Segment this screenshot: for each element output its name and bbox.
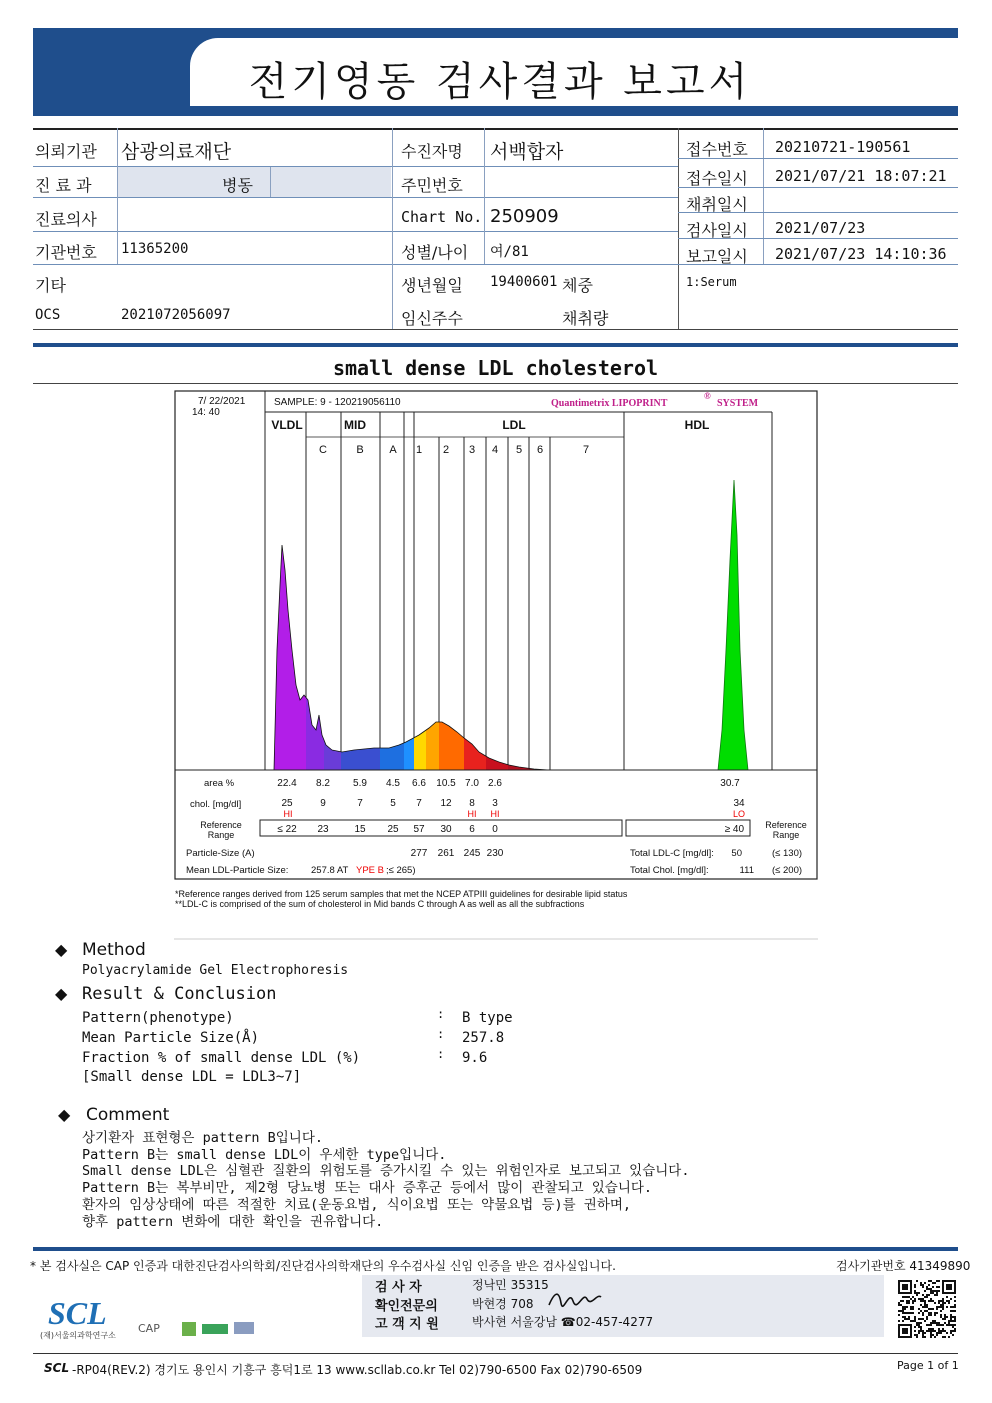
particle-value: 261 [437,848,455,859]
label-volume: 채취량 [562,309,609,328]
group-label-vldl: VLDL [271,418,303,432]
method-text: Polyacrylamide Gel Electrophoresis [82,963,349,978]
org-number: 검사기관번호 41349890 [836,1259,971,1273]
label-org-code: 기관번호 [35,243,97,262]
page-number: Page 1 of 1 [897,1359,959,1372]
scl-logo: SCL [48,1295,107,1331]
total-chol-ref: (≤ 200) [772,865,803,876]
ref-value: ≤ 22 [277,824,297,835]
label-specialist: 확인전문의 [375,1299,438,1314]
chol-value: 7 [357,798,363,809]
comment-line: Pattern B는 small dense LDL이 우세한 type입니다. [82,1146,447,1163]
label-patient: 수진자명 [401,142,463,161]
area-label: area % [204,778,235,789]
cert-note: * 본 검사실은 CAP 인증과 대한진단검사의학회/진단검사의학재단의 우수검사실 신임 인증을 받은 검사실입니다. [30,1259,616,1273]
chart-note-2: **LDL-C is comprised of the sum of cholesterol in Mid bands C through A as well as all the subfractions [175,899,585,909]
section-title: small dense LDL cholesterol [332,356,659,380]
comment-bullet: ◆ [58,1105,71,1124]
label-report-date: 보고일시 [686,247,748,266]
chol-value: 7 [416,798,422,809]
band-label-5: 5 [515,444,523,456]
label-test-date: 검사일시 [686,221,748,240]
ref-label-2: Range [207,830,235,840]
comment-line: Pattern B는 복부비만, 제2형 당뇨병 또는 대사 증후군 등에서 많이 관찰되고 있습니다. [82,1180,653,1197]
chart-note-1: *Reference ranges derived from 125 serum samples that met the NCEP ATPIII guidelines for desirable lipid status [175,889,628,899]
ref-value: 15 [354,824,366,835]
label-tester: 검 사 자 [375,1280,422,1295]
result-label: Pattern(phenotype) [82,1010,234,1026]
tester: 정낙민 35315 [472,1278,549,1292]
result-colon: : [437,1047,445,1061]
hdl-ref: ≥ 40 [724,824,744,835]
chol-value: 5 [390,798,396,809]
chart-date: 7/ 22/2021 [198,396,246,407]
particle-label: Particle-Size (A) [186,848,255,859]
total-chol-label: Total Chol. [mg/dl]: [630,865,709,876]
contact: 박사현 서울강남 ☎02-457-4277 [472,1315,654,1329]
birth-date: 19400601 [490,274,558,290]
mean-suffix: ;≤ 265) [386,865,416,876]
result-bullet: ◆ [55,984,68,1003]
result-value: 257.8 [462,1030,505,1046]
result-value: B type [462,1010,513,1026]
label-rrn: 주민번호 [401,176,463,195]
label-chart-no: Chart No. [401,208,483,226]
label-pregnancy: 임신주수 [401,309,463,328]
total-ldl-label: Total LDL-C [mg/dl]: [630,848,714,859]
total-ldl-ref: (≤ 130) [772,848,803,859]
band-label-C: C [319,444,327,456]
lipoprint-chart [174,390,818,940]
total-ldl: 50 [731,848,742,859]
result-title: Result & Conclusion [82,984,277,1004]
specimen: 1:Serum [686,275,737,289]
address: -RP04(REV.2) 경기도 용인시 기흥구 흥덕1로 13 www.scllab.co.kr Tel 02)790-6500 Fax 02)790-6509 [72,1363,643,1377]
ref-value: 25 [387,824,399,835]
label-collect-time: 채취일시 [686,195,748,214]
group-label-hdl: HDL [684,418,710,432]
area-value: 2.6 [488,778,502,789]
group-label-ldl: LDL [502,418,526,432]
label-ocs: OCS [35,307,61,323]
label-receipt-time: 접수일시 [686,169,748,188]
ema-logo-icon [202,1324,228,1334]
section-underline [33,383,958,384]
label-ward: 병동 [222,176,253,195]
cap-logo: CAP [138,1322,160,1335]
hdl-chol: 34 [733,798,745,809]
result-value: 9.6 [462,1050,488,1066]
label-dept: 진 료 과 [35,176,92,195]
flag-hdl: LO [732,809,746,819]
ref-label-r2: Range [772,830,800,840]
signature-icon [545,1285,605,1313]
area-value: 10.5 [436,778,456,789]
hdl-area: 30.7 [720,778,740,789]
footer-divider [33,1247,958,1251]
report-date: 2021/07/23 14:10:36 [775,245,947,263]
specialist: 박현경 708 [472,1297,534,1311]
method-bullet: ◆ [55,940,68,959]
flag-ldl4: HI [490,809,500,819]
comment-line: Small dense LDL은 심혈관 질환의 위험도를 증가시킬 수 있는 위험인자로 보고되고 있습니다. [82,1163,690,1180]
ref-value: 0 [492,824,498,835]
label-weight: 체중 [562,276,593,295]
area-value: 5.9 [353,778,367,789]
band-label-6: 6 [536,444,544,456]
footer-bottom-line [33,1353,958,1354]
label-contact: 고 객 지 원 [375,1317,439,1332]
result-label: Mean Particle Size(Å) [82,1030,260,1046]
result-note: [Small dense LDL = LDL3~7] [82,1069,302,1085]
band-label-4: 4 [491,444,499,456]
qr-code-icon [898,1280,956,1338]
test-date: 2021/07/23 [775,219,866,237]
group-label-mid: MID [344,418,366,432]
chart-brand-suffix: SYSTEM [717,398,759,409]
chol-value: 12 [440,798,452,809]
band-label-A: A [389,444,397,456]
mean-type: YPE B [356,865,384,876]
flag-ldl3: HI [467,809,477,819]
result-label: Fraction % of small dense LDL (%) [82,1050,361,1066]
chart-sample: SAMPLE: 9 - 120219056110 [274,397,401,408]
chart-time: 14: 40 [192,407,220,418]
comment-line: 환자의 임상상태에 따른 적절한 치료(운동요법, 식이요법 또는 약물요법 등)를 권하며, [82,1196,632,1213]
ref-value: 57 [413,824,425,835]
band-label-1: 1 [415,444,423,456]
chol-value: 8 [469,798,475,809]
receipt-no: 20210721-190561 [775,138,911,156]
label-receipt-no: 접수번호 [686,140,748,159]
page-title: 전기영동 검사결과 보고서 [248,59,752,105]
area-value: 22.4 [277,778,297,789]
result-colon: : [437,1027,445,1041]
band-label-B: B [356,444,364,456]
chart-brand: Quantimetrix LIPOPRINT [551,398,668,409]
receipt-time: 2021/07/21 18:07:21 [775,167,947,185]
chol-label: chol. [mg/dl] [190,799,242,810]
mean-label: Mean LDL-Particle Size: [186,865,289,876]
band-label-2: 2 [442,444,450,456]
particle-value: 277 [410,848,428,859]
label-request-org: 의뢰기관 [35,142,97,161]
label-doctor: 진료의사 [35,210,97,229]
chart-brand-mark: ® [704,391,711,401]
particle-value: 245 [463,848,481,859]
scl-logo-sub: (재)서울의과학연구소 [40,1331,116,1340]
area-value: 8.2 [316,778,330,789]
ref-label-1: Reference [200,820,242,830]
mean-value: 257.8 AT [311,865,349,876]
comment-line: 상기환자 표현형은 pattern B입니다. [82,1130,323,1146]
area-value: 6.6 [412,778,426,789]
ref-value: 30 [440,824,452,835]
band-label-3: 3 [468,444,476,456]
address-prefix: SCL [44,1361,70,1375]
result-colon: : [437,1007,445,1021]
ref-value: 23 [317,824,329,835]
ref-value: 6 [469,824,475,835]
kslm-logo-icon [182,1322,196,1336]
flag-vldl: HI [283,809,293,819]
comment-title: Comment [86,1105,170,1125]
area-value: 7.0 [465,778,479,789]
ocs: 2021072056097 [121,307,231,323]
label-etc: 기타 [35,276,66,295]
area-value: 4.5 [386,778,400,789]
patient-name: 서백합자 [490,141,564,163]
chol-value: 25 [281,798,293,809]
chol-value: 3 [492,798,498,809]
accreditation-logo-icon [234,1322,254,1334]
ref-label-r1: Reference [765,820,807,830]
chart-no: 250909 [490,206,559,227]
label-sex-age: 성별/나이 [401,243,469,262]
label-birth: 생년월일 [401,276,463,295]
particle-value: 230 [486,848,504,859]
total-chol: 111 [739,865,754,876]
org-code: 11365200 [121,241,189,257]
band-label-7: 7 [582,444,590,456]
sex-age: 여/81 [490,244,529,260]
method-title: Method [82,940,146,960]
request-org: 삼광의료재단 [121,141,232,163]
comment-line: 향후 pattern 변화에 대한 확인을 권유합니다. [82,1213,384,1230]
section-divider [33,343,958,347]
chol-value: 9 [320,798,326,809]
